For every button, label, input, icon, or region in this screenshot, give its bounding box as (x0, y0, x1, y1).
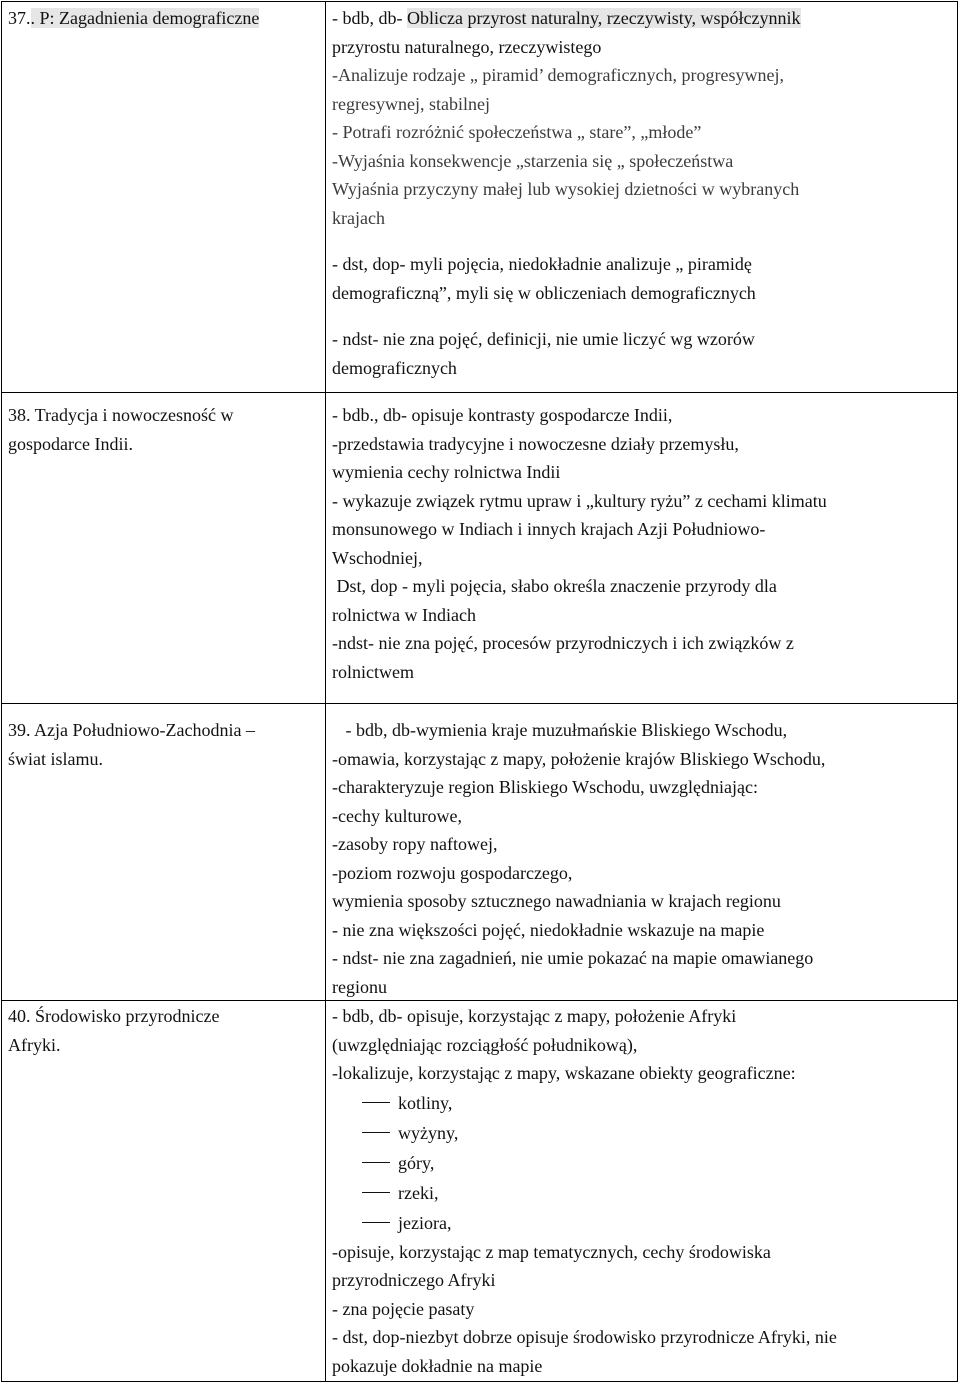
req-37-line: przyrostu naturalnego, rzeczywistego (332, 36, 602, 57)
row-divider (2, 703, 957, 704)
req-39-line: -poziom rozwoju gospodarczego, (332, 862, 573, 883)
req-38-line: - bdb., db- opisuje kontrasty gospodarcze Indii, (332, 405, 673, 425)
topic-40-title: 40. Środowisko przyrodnicze (8, 1006, 220, 1026)
requirements-37 (332, 4, 952, 382)
req-37-line: krajach (332, 207, 385, 228)
req-37-line: Wyjaśnia przyczyny małej lub wysokiej dzietności w wybranych (332, 179, 800, 199)
req-39-line: -zasoby ropy naftowej, (332, 834, 498, 854)
list-item: kotliny, (332, 1088, 952, 1118)
req-38-line: -przedstawia tradycyjne i nowoczesne działy przemysłu, (332, 433, 739, 454)
req-37-line: - Potrafi rozróżnić społeczeństwa „ stare”, „młode” (332, 122, 702, 142)
requirements-40 (332, 1002, 952, 1380)
req-40-line: -lokalizuje, korzystając z mapy, wskazane obiekty geograficzne: (332, 1063, 796, 1083)
req-39-line: regionu (332, 976, 387, 997)
topic-38-title: gospodarce Indii. (8, 433, 133, 454)
topic-37-title: . P: Zagadnienia demograficzne (30, 8, 260, 28)
req-39-line: - ndst- nie zna zagadnień, nie umie pokazać na mapie omawianego (332, 948, 814, 968)
topic-37-number: 37. (8, 8, 31, 28)
topic-39-title: świat islamu. (8, 748, 103, 769)
req-38-line: - wykazuje związek rytmu upraw i „kultury ryżu” z cechami klimatu (332, 490, 827, 511)
dash-bullet (362, 1192, 390, 1193)
topic-37 (8, 4, 318, 33)
topic-39-title: 39. Azja Południowo-Zachodnia – (8, 720, 255, 740)
topic-39 (8, 716, 318, 773)
topic-40 (8, 1002, 318, 1059)
list-item: wyżyny, (332, 1118, 952, 1148)
row-divider (2, 1000, 957, 1001)
req-40-line: (uwzględniając rozciągłość południkową), (332, 1034, 638, 1055)
topic-40-title: Afryki. (8, 1034, 61, 1055)
req-37-line: - dst, dop- myli pojęcia, niedokładnie analizuje „ piramidę (332, 254, 752, 274)
req-38-line: Dst, dop - myli pojęcia, słabo określa znaczenie przyrody dla (332, 576, 777, 596)
req-39-line: -omawia, korzystając z mapy, położenie krajów Bliskiego Wschodu, (332, 748, 826, 769)
list-item: jeziora, (332, 1208, 952, 1238)
req-37-line: -Wyjaśnia konsekwencje „starzenia się „ społeczeństwa (332, 150, 734, 171)
req-40-line: przyrodniczego Afryki (332, 1270, 496, 1290)
req-39-line: -cechy kulturowe, (332, 805, 462, 826)
req-37-line-first: - bdb, db- Oblicza przyrost naturalny, rzeczywisty, współczynnik (332, 8, 801, 28)
req-40-line: - dst, dop-niezbyt dobrze opisuje środowisko przyrodnicze Afryki, nie (332, 1327, 837, 1347)
requirements-38 (332, 401, 952, 686)
topic-38-title: 38. Tradycja i nowoczesność w (8, 405, 234, 425)
list-item: góry, (332, 1148, 952, 1178)
req-38-line: wymienia cechy rolnictwa Indii (332, 462, 561, 482)
req-38-line: monsunowego w Indiach i innych krajach Azji Południowo- (332, 519, 766, 539)
req-38-line: Wschodniej, (332, 547, 423, 568)
req-39-line: - bdb, db-wymienia kraje muzułmańskie Bliskiego Wschodu, (332, 720, 788, 740)
req-37-line: -Analizuje rodzaje „ piramid’ demograficznych, progresywnej, (332, 65, 784, 85)
column-divider (325, 2, 326, 1381)
dash-bullet (362, 1222, 390, 1223)
req-38-line: rolnictwem (332, 661, 414, 682)
dash-bullet (362, 1132, 390, 1133)
req-37-line: regresywnej, stabilnej (332, 93, 490, 114)
req-39-line: -charakteryzuje region Bliskiego Wschodu, uwzględniając: (332, 777, 759, 797)
req-37-line: demograficzną”, myli się w obliczeniach demograficznych (332, 282, 756, 303)
req-40-line: -opisuje, korzystając z map tematycznych, cechy środowiska (332, 1241, 771, 1262)
dash-bullet (362, 1162, 390, 1163)
list-item: rzeki, (332, 1178, 952, 1208)
req-40-line: - bdb, db- opisuje, korzystając z mapy, położenie Afryki (332, 1006, 737, 1026)
req-38-line: -ndst- nie zna pojęć, procesów przyrodniczych i ich związków z (332, 633, 794, 653)
req-39-line: - nie zna większości pojęć, niedokładnie wskazuje na mapie (332, 919, 765, 940)
curriculum-table (1, 1, 958, 1382)
req-40-line: - zna pojęcie pasaty (332, 1298, 475, 1319)
row-divider (2, 392, 957, 393)
req-37-line: demograficznych (332, 357, 457, 378)
req-38-line: rolnictwa w Indiach (332, 604, 476, 625)
req-37-line: - ndst- nie zna pojęć, definicji, nie umie liczyć wg wzorów (332, 329, 755, 349)
req-40-line: pokazuje dokładnie na mapie (332, 1355, 543, 1376)
topic-38 (8, 401, 318, 458)
requirements-39 (332, 716, 952, 1001)
req-39-line: wymienia sposoby sztucznego nawadniania w krajach regionu (332, 891, 781, 911)
dash-bullet (362, 1102, 390, 1103)
geographic-objects-list (332, 1088, 952, 1238)
